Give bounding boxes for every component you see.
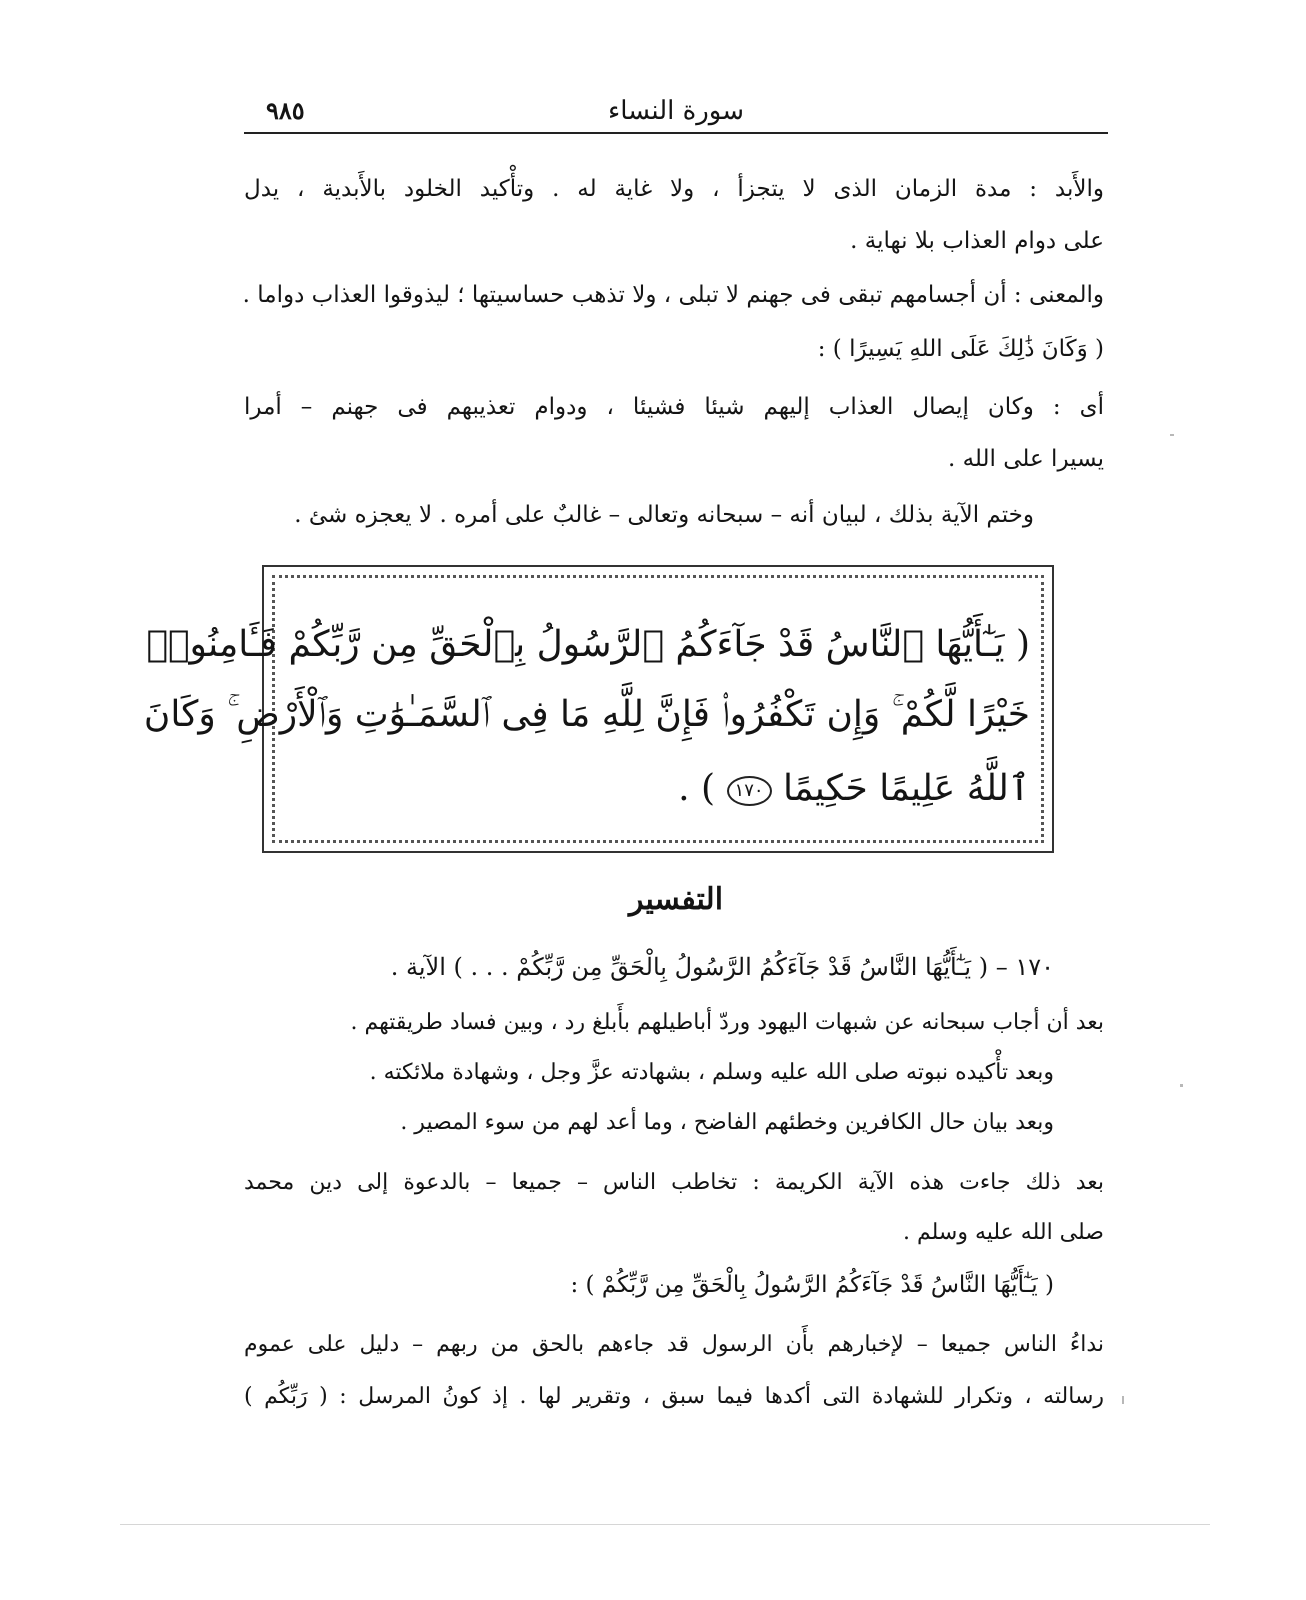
paragraph-line: بعد أن أجاب سبحانه عن شبهات اليهود وردّ أباطيلهم بأَبلغ رد ، وبين فساد طريقتهم . xyxy=(350,1010,1104,1035)
paragraph-line: وختم الآية بذلك ، لبيان أنه – سبحانه وتعالى – غالبٌ على أمره . لا يعجزه شئ . xyxy=(294,502,1034,528)
paragraph-line: يسيرا على الله . xyxy=(947,446,1104,472)
header-divider xyxy=(244,132,1108,134)
paragraph-line: بعد ذلك جاءت هذه الآية الكريمة : تخاطب الناس – جميعا – بالدعوة إلى دين محمد xyxy=(244,1170,1104,1195)
surah-title: سورة النساء xyxy=(608,96,744,126)
scan-mark xyxy=(1180,1084,1183,1087)
verse-closing: ) . xyxy=(678,768,716,809)
paragraph-line: رسالته ، وتكرار للشهادة التى أكدها فيما سبق ، وتقرير لها . إذ كونُ المرسل : ( رَبِّكُم ) xyxy=(244,1384,1104,1409)
paragraph-line: وبعد تأْكيده نبوته صلى الله عليه وسلم ، بشهادته عزَّ وجل ، وشهادة ملائكته . xyxy=(369,1060,1054,1085)
verse-text: ٱللَّهُ عَلِيمًا حَكِيمًا xyxy=(783,768,1030,809)
paragraph-line: صلى الله عليه وسلم . xyxy=(903,1220,1104,1245)
verse-line: ( يَـٰٓأَيُّهَا ٱلنَّاسُ قَدْ جَآءَكُمُ ٱلرَّسُولُ بِٱلْحَقِّ مِن رَّبِّكُمْ فَـَٔامِنُوا۟ xyxy=(146,624,1030,665)
paragraph-line: على دوام العذاب بلا نهاية . xyxy=(850,228,1104,254)
verse-quote: ( وَكَانَ ذَٰلِكَ عَلَى اللهِ يَسِيرًا ) : xyxy=(817,336,1104,362)
page-number: ٩٨٥ xyxy=(266,96,305,125)
scan-mark xyxy=(1170,434,1174,436)
page-header xyxy=(244,96,1108,130)
paragraph-line: نداءُ الناس جميعا – لإخبارهم بأَن الرسول قد جاءهم بالحق من ربهم – دليل على عموم xyxy=(244,1332,1104,1357)
paragraph-line: وبعد بيان حال الكافرين وخطئهم الفاضح ، وما أعد لهم من سوء المصير . xyxy=(400,1110,1054,1135)
ayah-number-marker: ١٧٠ xyxy=(727,776,772,806)
verse-reference: ١٧٠ – ( يَـٰٓأَيُّهَا النَّاسُ قَدْ جَآءَكُمُ الرَّسُولُ بِالْحَقِّ مِن رَّبِّكُمْ . . . ) الآية . xyxy=(390,953,1054,981)
paragraph-line: والأَبد : مدة الزمان الذى لا يتجزأ ، ولا غاية له . وتأْكيد الخلود بالأَبدية ، يدل xyxy=(244,176,1104,202)
paragraph-line: أى : وكان إيصال العذاب إليهم شيئا فشيئا ، ودوام تعذيبهم فى جهنم – أمرا xyxy=(244,394,1104,420)
scan-edge-line xyxy=(120,1524,1210,1525)
paragraph-line: والمعنى : أن أجسامهم تبقى فى جهنم لا تبلى ، ولا تذهب حساسيتها ؛ ليذوقوا العذاب دواما . xyxy=(242,282,1104,308)
verse-line: خَيْرًا لَّكُمْ ۚ وَإِن تَكْفُرُوا۟ فَإِنَّ لِلَّهِ مَا فِى ٱلسَّمَـٰوَٰتِ وَٱلْأَرْضِ ۚ وَكَانَ xyxy=(143,694,1030,735)
section-heading: التفسير xyxy=(628,882,724,917)
scan-mark xyxy=(1122,1396,1124,1404)
verse-quote: ( يَـٰٓأَيُّهَا النَّاسُ قَدْ جَآءَكُمُ الرَّسُولُ بِالْحَقِّ مِن رَّبِّكُمْ ) : xyxy=(570,1272,1054,1298)
verse-line-final xyxy=(290,764,1030,814)
